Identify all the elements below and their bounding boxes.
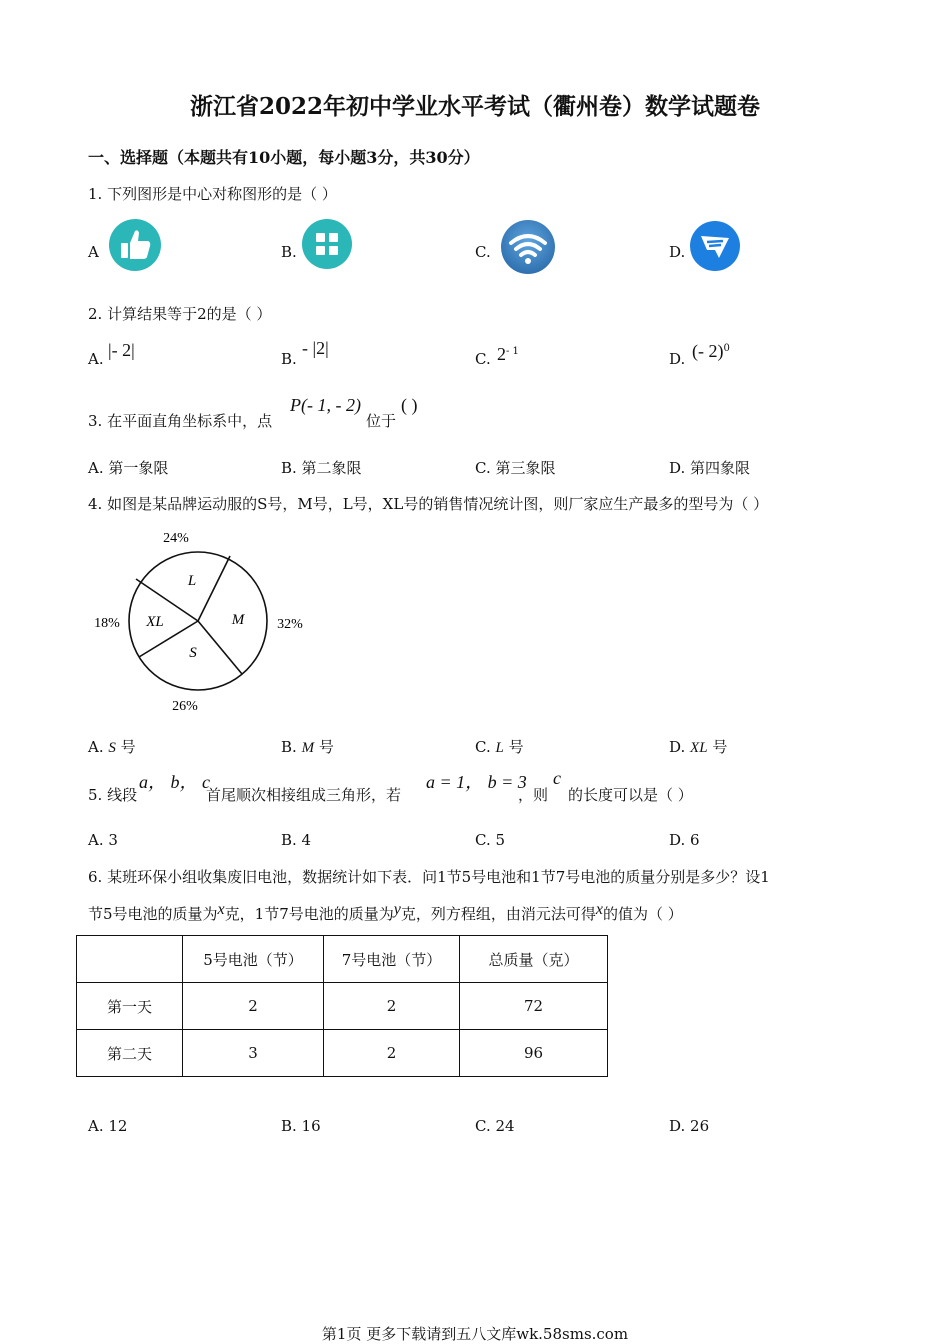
q4-option-d (669, 736, 727, 757)
pie-percent-l: 24% (163, 531, 189, 546)
q4-option-a-label: A. (88, 738, 104, 756)
q4-option-b-label: B. (281, 738, 297, 756)
q5-condition: a = 1， b = 3 (426, 772, 527, 792)
page-footer: 第1页 更多下载请到五八文库wk.58sms.com (321, 1325, 629, 1343)
q6-line2-c: 克，列方程组，由消元法可得 (400, 905, 596, 923)
q4-option-c-label: C. (475, 738, 491, 756)
q2-option-a-math: |- 2| (108, 340, 135, 360)
q3-text-after: 位于 (366, 412, 397, 430)
table-row (77, 983, 608, 1030)
pie-label-s: S (189, 645, 197, 661)
table-header-cell: 7号电池（节） (324, 936, 460, 983)
q4-option-d-size: XL (690, 740, 708, 756)
wifi-icon (500, 219, 556, 279)
table-cell: 2 (183, 983, 324, 1030)
question-6-line2 (88, 903, 683, 924)
q3-option-a: A. 第一象限 (88, 459, 169, 477)
q3-option-c: C. 第三象限 (475, 459, 556, 477)
q6-var-x: x (217, 901, 225, 918)
q6-line2-d: 的值为（ ） (602, 905, 683, 923)
q6-option-d: D. 26 (669, 1117, 710, 1135)
table-cell: 72 (460, 983, 608, 1030)
q5-mid-text: 首尾顺次相接组成三角形，若 (206, 786, 402, 804)
q4-option-b (281, 736, 334, 757)
q6-var-y: y (393, 901, 401, 918)
pie-percent-s: 26% (172, 699, 198, 714)
q4-option-d-suffix: 号 (712, 738, 728, 756)
q6-line2-b: 克，1节7号电池的质量为 (224, 905, 394, 923)
table-row (77, 1030, 608, 1077)
question-6-line1: 6. 某班环保小组收集废旧电池，数据统计如下表．问1节5号电池和1节7号电池的质量分别是多少？设1 (88, 868, 770, 886)
question-5-prefix: 5. 线段 (88, 786, 138, 804)
q2-option-c-base: 2 (497, 344, 506, 364)
q2-option-d-base: (- 2) (692, 341, 724, 361)
q2-option-c-math (497, 344, 519, 365)
grid-icon (301, 218, 353, 274)
q6-option-c: C. 24 (475, 1117, 515, 1135)
pie-label-m: M (231, 612, 245, 628)
question-4-text: 4. 如图是某品牌运动服的S号，M号，L号，XL号的销售情况统计图，则厂家应生产最多的型号为（ ） (88, 495, 769, 513)
thumbs-up-icon (108, 218, 162, 276)
q3-option-b: B. 第二象限 (281, 459, 362, 477)
q5-segments: a， b， c (139, 772, 210, 792)
table-cell: 第二天 (77, 1030, 183, 1077)
q4-option-a-size: S (108, 740, 116, 756)
q4-option-b-size: M (301, 740, 315, 756)
q6-option-b: B. 16 (281, 1117, 321, 1135)
table-header-cell: 5号电池（节） (183, 936, 324, 983)
table-cell: 3 (183, 1030, 324, 1077)
q1-option-c-label: C. (475, 243, 491, 261)
q4-option-a-suffix: 号 (120, 738, 136, 756)
q3-answer-paren: ( ) (401, 395, 418, 415)
q1-option-b-label: B. (281, 243, 297, 261)
q6-line2-a: 节5号电池的质量为 (88, 905, 218, 923)
q1-option-d-label: D. (669, 243, 686, 261)
pie-label-l: L (187, 573, 197, 589)
q5-var-c: c (553, 768, 561, 788)
pie-percent-xl: 18% (94, 616, 120, 631)
page-title: 浙江省2022年初中学业水平考试（衢州卷）数学试题卷 (189, 93, 760, 120)
pie-divider-m-s (198, 621, 242, 674)
q4-option-b-suffix: 号 (318, 738, 334, 756)
q4-option-c-suffix: 号 (508, 738, 524, 756)
q5-option-d: D. 6 (669, 831, 700, 849)
q2-option-d-label: D. (669, 350, 686, 368)
q3-option-d: D. 第四象限 (669, 459, 751, 477)
table-cell: 第一天 (77, 983, 183, 1030)
q6-option-a: A. 12 (88, 1117, 128, 1135)
q4-option-a (88, 736, 136, 757)
q4-option-c (475, 736, 524, 757)
pie-divider-l-m (198, 556, 230, 621)
q2-option-c-exp: - 1 (506, 346, 519, 357)
q1-option-a-label: A (88, 243, 99, 261)
table-cell: 96 (460, 1030, 608, 1077)
q5-option-c: C. 5 (475, 831, 506, 849)
q2-option-a-label: A. (88, 350, 104, 368)
q3-point: P(- 1, - 2) (290, 395, 361, 415)
pie-label-xl: XL (146, 614, 164, 630)
table-header-cell (77, 936, 183, 983)
q6-var-x-2: x (595, 901, 603, 918)
question-2-text: 2. 计算结果等于2的是（ ） (88, 305, 272, 323)
table-cell: 2 (324, 1030, 460, 1077)
table-cell: 2 (324, 983, 460, 1030)
q5-option-b: B. 4 (281, 831, 312, 849)
q2-option-d-exp: 0 (723, 343, 730, 354)
question-1-text: 1. 下列图形是中心对称图形的是（ ） (88, 185, 337, 203)
q5-option-a: A. 3 (88, 831, 118, 849)
battery-table (76, 935, 608, 1077)
q5-then-text: ，则 (518, 786, 549, 804)
table-header-cell: 总质量（克） (460, 936, 608, 983)
question-3-text: 3. 在平面直角坐标系中，点 (88, 412, 273, 430)
q2-option-b-math: - |2| (302, 338, 329, 358)
section-heading: 一、选择题（本题共有10小题，每小题3分，共30分） (88, 148, 480, 167)
q2-option-c-label: C. (475, 350, 491, 368)
pie-percent-m: 32% (277, 617, 303, 632)
q4-option-d-label: D. (669, 738, 686, 756)
q2-option-b-label: B. (281, 350, 297, 368)
table-header-row (77, 936, 608, 983)
paper-plane-icon (689, 220, 741, 276)
q5-end-text: 的长度可以是（ ） (568, 786, 693, 804)
pie-chart (88, 525, 328, 719)
q2-option-d-math (692, 341, 730, 362)
q4-option-c-size: L (495, 740, 504, 756)
